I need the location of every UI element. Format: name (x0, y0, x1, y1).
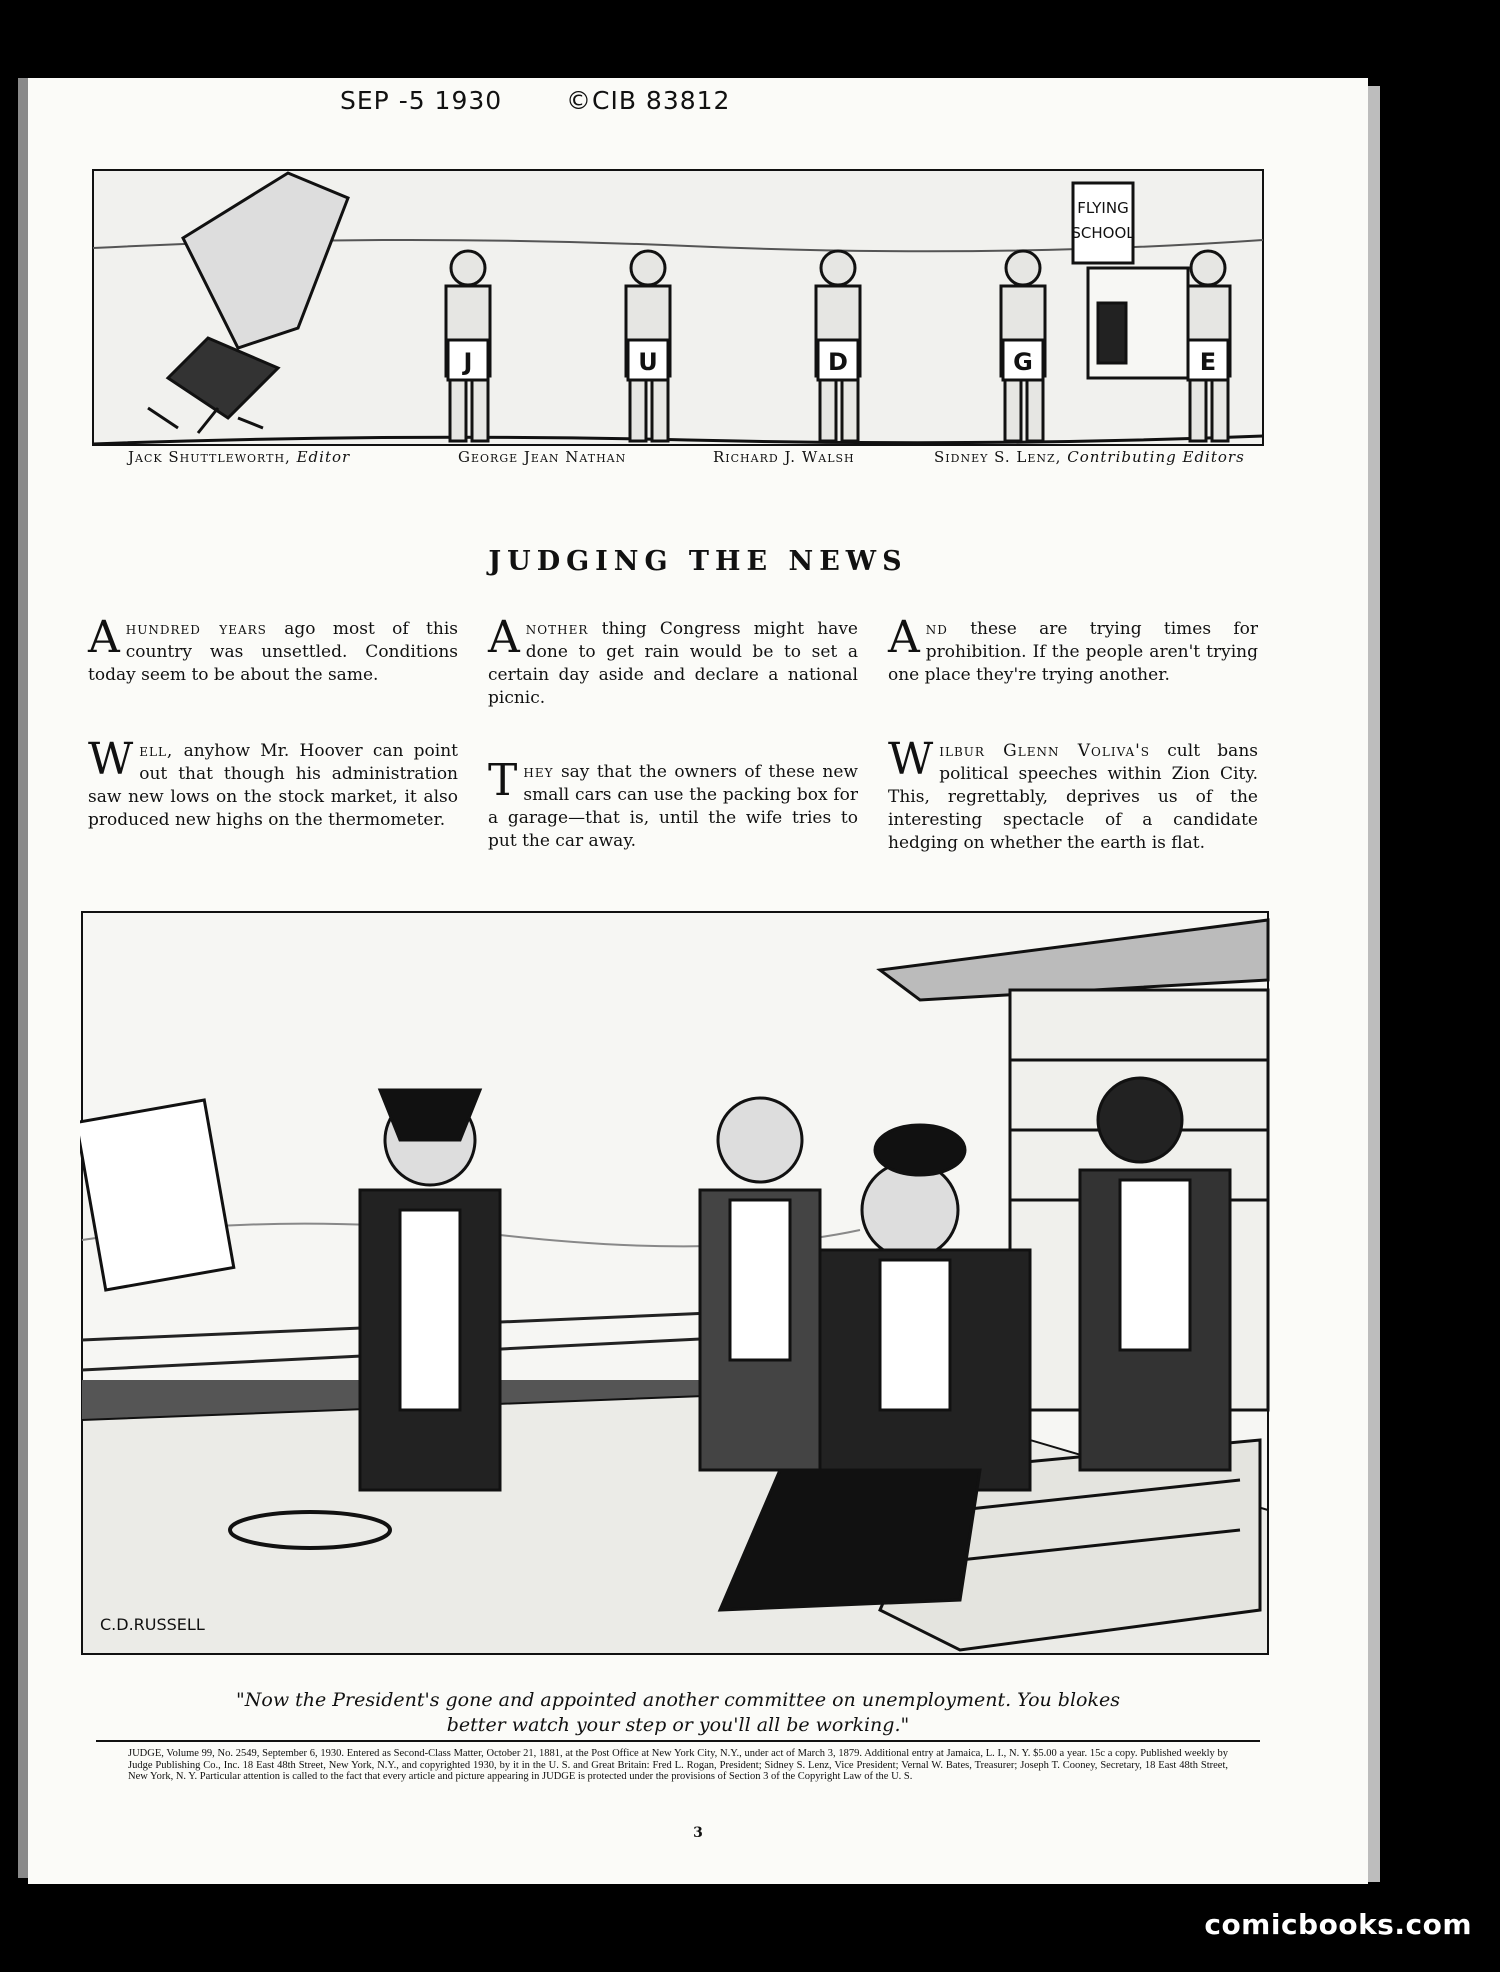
date-stamp: SEP -5 1930 (340, 86, 503, 115)
sign-line-1: FLYING (1077, 199, 1129, 217)
footer-rule (96, 1740, 1260, 1742)
editorial-credits (128, 448, 1278, 478)
news-paragraph: They say that the owners of these new small cars can use the packing box for a garage—that is, until the wife tries to put the car away. (488, 755, 858, 851)
page-number: 3 (693, 1825, 703, 1841)
news-paragraph: And these are trying times for prohibition. If the people aren't trying one place they're trying another. (888, 612, 1258, 685)
masthead-illustration (88, 128, 1288, 498)
site-watermark: comicbooks.com (1204, 1908, 1472, 1941)
page-edge (1368, 86, 1380, 1882)
masthead-letter-g: G (1013, 348, 1033, 376)
news-paragraph: Ahundred years ago most of this country was unsettled. Conditions today seem to be about the same. (88, 612, 458, 685)
cartoon-caption: "Now the President's gone and appointed another committee on unemployment. You blokes better watch your step or you'll all be working." (236, 1689, 1120, 1736)
masthead-letter-u: U (638, 348, 658, 376)
masthead-letter-d: D (828, 348, 848, 376)
masthead-letter-e: E (1199, 348, 1217, 376)
section-title: JUDGING THE NEWS (488, 546, 908, 577)
credit-contributor-1: George Jean Nathan (458, 448, 627, 466)
masthead-letter-j: J (463, 348, 473, 376)
credit-contributor-3: Sidney S. Lenz, Contributing Editors (934, 448, 1245, 466)
cartoon-illustration (80, 910, 1270, 1656)
news-paragraph: Well, anyhow Mr. Hoover can point out that though his administration saw new lows on the stock market, it also produced new highs on the thermometer. (88, 734, 458, 830)
news-paragraph: Wilbur Glenn Voliva's cult bans political speeches within Zion City. This, regrettably, deprives us of the interesting spectacle of a candidate hedging on whether the earth is flat. (888, 734, 1258, 853)
credit-contributor-2: Richard J. Walsh (713, 448, 855, 466)
artist-signature: C.D.RUSSELL (100, 1615, 205, 1634)
spine-shadow (18, 78, 28, 1878)
credit-editor: Jack Shuttleworth, Editor (128, 448, 351, 466)
news-paragraph: Another thing Congress might have done to get rain would be to set a certain day aside and declare a national picnic. (488, 612, 858, 708)
magazine-page (28, 78, 1368, 1884)
publication-imprint: JUDGE, Volume 99, No. 2549, September 6, 1930. Entered as Second-Class Matter, October 21, 1881, at the Post Office at New York City, N.Y., under act of March 3, 1879. Additional entry at Jamaica, L. I., N. Y. $5.00 a year. 15c a copy. Published weekly by Judge Publishing Co., Inc. 18 East 48th Street, New York, N.Y., and copyrighted 1930, by it in the U. S. and Great Britain: Fred L. Rogan, President; Sidney S. Lenz, Vice President; Vernal W. Bates, Treasurer; Joseph T. Cooney, Secretary, 18 East 48th Street, New York, N. Y. Particular attention is called to the fact that every article and picture appearing in JUDGE is protected under the provisions of Section 3 of the Copyright Law of the U. S. (128, 1748, 1228, 1782)
copyright-stamp: ©CIB 83812 (566, 86, 731, 115)
sign-line-2: SCHOOL (1071, 224, 1135, 242)
